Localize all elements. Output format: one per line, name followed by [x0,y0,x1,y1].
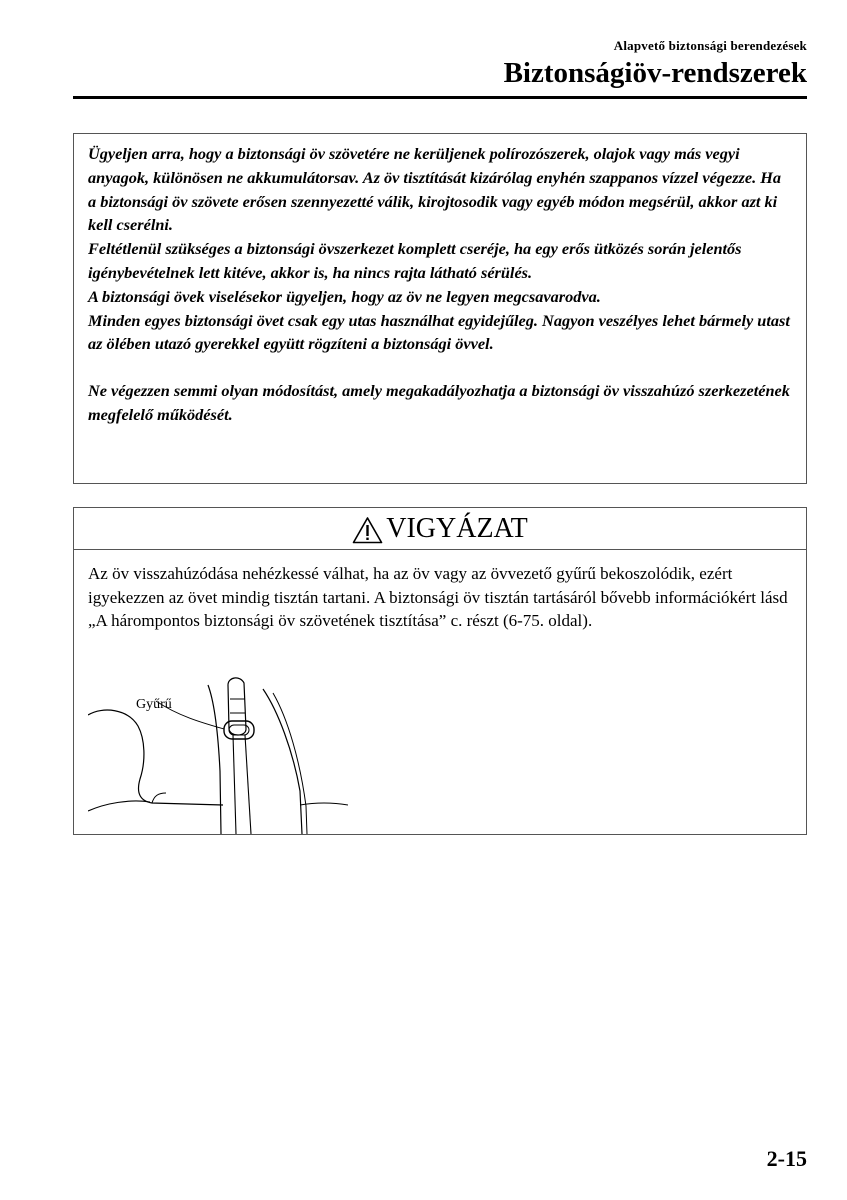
warning-box [73,133,807,484]
page-title: Biztonságiöv-rendszerek [503,57,807,89]
seatbelt-ring-illustration [88,671,348,834]
caution-text: Az öv visszahúzódása nehézkessé válhat, ha az öv vagy az övvezető gyűrű bekoszolódik, ezért igyekezzen az övet mindig tisztán tartani. A biztonsági öv tisztán tartásáról bővebb információkért lásd „A hárompontos biztonsági öv szövetének tisztítása” c. részt (6-75. oldal). [88,564,788,631]
caution-box [73,507,807,835]
caution-header [74,508,806,550]
warning-paragraph-one-person: Minden egyes biztonsági övet csak egy utas használhat egyidejűleg. Nagyon veszélyes lehet bármely utast az ölében utazó gyerekkel együtt rögzíteni a biztonsági övvel. [88,310,790,354]
warning-paragraph-twisting: A biztonsági övek viselésekor ügyeljen, hogy az öv ne legyen megcsavarodva. [88,286,601,306]
warning-paragraph-replacement: Feltétlenül szükséges a biztonsági övszerkezet komplett cseréje, ha egy erős ütközés során jelentős igénybevételnek lett kitéve, akkor is, ha nincs rajta látható sérülés. [88,239,742,282]
caution-title-text: VIGYÁZAT [386,512,528,544]
seatbelt-drawing [88,671,348,834]
caution-title [352,514,528,544]
section-subtitle: Alapvető biztonsági berendezések [613,38,807,53]
page-number: 2-15 [766,1146,807,1171]
warning-triangle-icon [352,516,383,544]
warning-paragraph-cleaning: Ügyeljen arra, hogy a biztonsági öv szövetére ne kerüljenek polírozószerek, olajok vagy más vegyi anyagok, különösen ne akkumulátorsav. Az öv tisztítását kizárólag enyhén szappanos vízzel végezze. Ha a biztonsági öv szövete erősen szennyezetté válik, kirojtosodik vagy egyéb módon megsérül, akkor azt ki kell cserélni. [88,144,782,235]
header-divider [73,96,807,99]
ring-label: Gyűrű [136,697,172,712]
warning-paragraph-modification: Ne végezzen semmi olyan módosítást, amely megakadályozhatja a biztonsági öv visszahúzó szerkezetének megfelelő működését. [88,381,790,424]
